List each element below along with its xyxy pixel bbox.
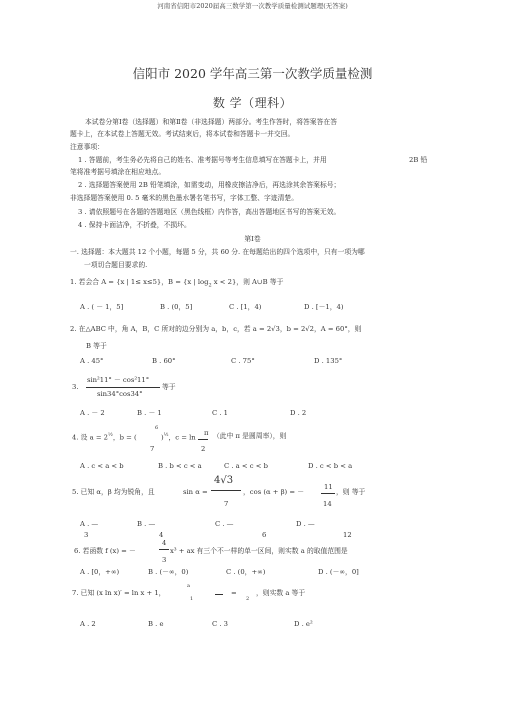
q2-option-c: C . 75° — [231, 357, 255, 365]
intro-line-2: 题卡上，在本试卷上答题无效。考试结束后，将本试卷和答题卡一并交回。 — [70, 130, 295, 138]
q1-stem: 1. 若会合 A = {x | 1≤ x≤5}，B = {x | $\log_2 x < 2$}，则 A∪B 等于 — [70, 278, 284, 289]
q6-frac-bar — [159, 549, 169, 550]
q3-option-b: B . － 1 — [137, 409, 162, 417]
q6-option-c: C . (0，+∞) — [226, 568, 266, 576]
note-1-tail: 2B 铅 — [409, 156, 428, 164]
q7-rhs-denominator: 2 — [246, 596, 250, 602]
q2-option-a: A . 45° — [80, 357, 104, 365]
q5-option-a: A . — — [80, 520, 99, 528]
q3-fraction-bar — [86, 387, 160, 388]
q7-option-d: D . e² — [294, 620, 313, 628]
q6-frac-top: 4 — [162, 539, 167, 547]
q6-stem-end: x³ + ax 有三个不一样的单一区间，则实数 a 的取值范围是 — [170, 547, 348, 555]
q1-option-d: D . [－1，4) — [304, 303, 344, 311]
q3-option-c: C . 1 — [212, 409, 229, 417]
note-2-cont: 非选择题答案使用 0. 5 毫米的黑色墨水署名笔书写，字体工整、字迹清楚。 — [70, 194, 298, 202]
document-title: 信阳市 2020 学年高三第一次教学质量检测 — [132, 66, 373, 81]
q1-option-c: C . [1，4) — [229, 303, 262, 311]
q4-option-d: D . c < b < a — [308, 462, 353, 470]
q7-option-c: C . 3 — [212, 620, 229, 628]
q5-option-d: D . — — [296, 520, 315, 528]
q2-stem-cont: B 等于 — [86, 342, 107, 350]
part1-line-1: 一. 选择题：本大题共 12 个小题，每题 5 分，共 60 分. 在每题给出的四个选项中，只有一项为哪 — [70, 248, 365, 256]
q7-equals-sign: = — [231, 589, 237, 597]
q5-sin-numerator: 4√3 — [214, 475, 234, 486]
q4-option-b: B . b < c < a — [158, 462, 202, 470]
q5-sin-denominator: 7 — [224, 500, 229, 508]
q4-frac-top: 6 — [155, 425, 159, 431]
q5-cos-bar — [321, 493, 335, 494]
q3-option-d: D . 2 — [290, 409, 307, 417]
q3-option-a: A . － 2 — [80, 409, 105, 417]
q3-number: 3. — [72, 383, 79, 391]
q5-option-d-den: 12 — [343, 531, 352, 539]
q4-option-a: A . c < a < b — [80, 462, 124, 470]
q5-cos-prefix: ，cos (α + β) = － — [243, 488, 304, 496]
q1-option-a: A . ( － 1，5] — [80, 303, 124, 311]
document-header: 河南省信阳市2020届高三数学第一次教学质量检测试题理(无答案) — [157, 2, 348, 10]
document-subtitle: 数 学（理科） — [212, 96, 293, 110]
q5-stem: 5. 已知 α，β 均为锐角，且 — [72, 488, 155, 496]
note-3: 3 . 请依照题号在各题的答题地区（黑色线框）内作答，高出答题地区书写的答案无效。 — [78, 208, 341, 216]
q5-option-b: B . — — [137, 520, 156, 528]
q4-frac2-bar — [198, 439, 208, 440]
q3-denominator: sin34°cos34° — [97, 390, 143, 398]
note-1-cont: 笔将准考据号填涂在相应地点。 — [70, 168, 166, 176]
q2-option-d: D . 135° — [314, 357, 343, 365]
note-1: 1 . 答题前，考生务必先将自己的姓名、准考据号等考生信息填写在答题卡上，并用 — [78, 156, 327, 164]
q5-cos-numerator: 11 — [324, 483, 333, 491]
q5-cos-denominator: 14 — [323, 500, 332, 508]
q7-integral-upper: a — [187, 583, 190, 589]
q7-frac-bar — [215, 594, 223, 595]
q5-option-a-den: 3 — [84, 531, 89, 539]
note-4: 4 . 保持卡面洁净，不折叠，不损坏。 — [78, 221, 191, 229]
q4-option-c: C . a < c < b — [224, 462, 268, 470]
q5-sin-prefix: sin α = — [183, 488, 208, 496]
q6-option-b: B . (－∞，0) — [148, 568, 189, 576]
note-2: 2 . 选择题答案使用 2B 铅笔填涂，如需变动，用橡皮擦洁净后，再选涂其余答案标号； — [78, 181, 341, 189]
q5-stem-end: ，则 等于 — [336, 488, 366, 496]
q7-option-b: B . e — [148, 620, 164, 628]
q3-tail: 等于 — [162, 383, 176, 391]
q5-option-c-den: 6 — [262, 531, 267, 539]
section-title: 第Ⅰ卷 — [244, 235, 261, 243]
q7-stem-end: ，则实数 a 等于 — [256, 589, 306, 597]
q4-frac2-bottom: 2 — [201, 445, 206, 453]
q6-option-a: A . [0，+∞) — [80, 568, 120, 576]
part1-line-2: 一项切合题目要求的. — [84, 261, 148, 269]
q7-option-a: A . 2 — [80, 620, 96, 628]
notes-title: 注意事项： — [70, 143, 104, 151]
q4-frac2-top: π — [204, 429, 209, 437]
q4-stem-mid: )$^{\frac{1}{2}}$，c = ln — [161, 432, 196, 442]
q5-option-b-den: 4 — [159, 531, 164, 539]
q4-stem-end: （此中 π 是圆周率），则 — [213, 432, 287, 440]
q6-stem: 6. 若函数 f (x) = － — [74, 547, 136, 555]
q4-frac-bottom: 7 — [150, 445, 155, 453]
q2-option-b: B . 60° — [152, 357, 176, 365]
q6-option-d: D . (－∞，0] — [318, 568, 359, 576]
intro-line-1: 本试卷分第Ⅰ卷（选择题）和第Ⅱ卷（非选择题）两部分。考生作答时，将答案答在答 — [85, 118, 337, 126]
q5-sin-bar — [211, 490, 241, 491]
q1-option-b: B . (0，5] — [160, 303, 193, 311]
q3-numerator: sin²11° － cos²11° — [87, 376, 150, 384]
q7-stem: 7. 已知 (x ln x)′ = ln x + 1， — [72, 589, 166, 597]
q7-integral-lower: 1 — [190, 596, 194, 602]
q5-option-c: C . — — [215, 520, 234, 528]
q2-stem: 2. 在△ABC 中，角 A，B，C 所对的边分别为 a，b，c，若 a = 2√3，b = 2√2，A = 60°，则 — [70, 325, 362, 333]
q4-stem: 4. 设 $a = 2^{\frac{1}{2}}$，b = ( — [72, 432, 137, 442]
q6-frac-bottom: 3 — [162, 556, 167, 564]
